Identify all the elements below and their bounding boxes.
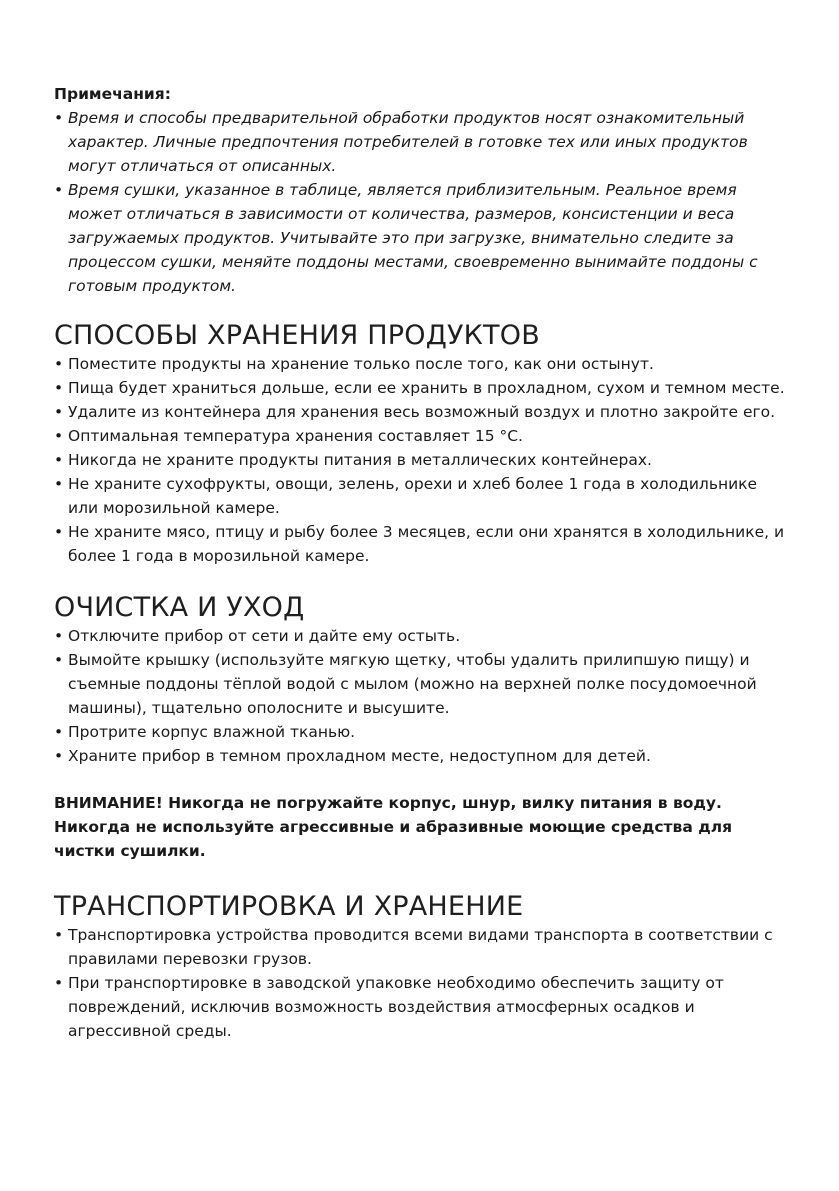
storage-section — [54, 320, 789, 568]
warning-text: ВНИМАНИЕ! Никогда не погружайте корпус, шнур, вилку питания в воду. Никогда не используйте агрессивные и абразивные моющие средства для чистки сушилки. — [54, 794, 733, 860]
storage-item: • Удалите из контейнера для хранения весь возможный воздух и плотно закройте его. — [54, 400, 789, 424]
transport-item: • Транспортировка устройства проводится всеми видами транспорта в соответствии с правилами перевозки грузов. — [54, 923, 789, 971]
cleaning-heading: ОЧИСТКА И УХОД — [54, 592, 305, 623]
storage-item: • Никогда не храните продукты питания в металлических контейнерах. — [54, 448, 789, 472]
storage-item: • Не храните мясо, птицу и рыбу более 3 месяцев, если они хранятся в холодильнике, и более 1 года в морозильной камере. — [54, 520, 789, 568]
storage-list — [54, 352, 789, 568]
storage-item: • Оптимальная температура хранения составляет 15 °С. — [54, 424, 789, 448]
transport-heading: ТРАНСПОРТИРОВКА И ХРАНЕНИЕ — [54, 891, 524, 922]
storage-item: • Поместите продукты на хранение только после того, как они остынут. — [54, 352, 789, 376]
notes-list — [54, 106, 789, 298]
cleaning-list — [54, 624, 789, 768]
storage-item: • Не храните сухофрукты, овощи, зелень, орехи и хлеб более 1 года в холодильнике или морозильной камере. — [54, 472, 789, 520]
transport-item: • При транспортировке в заводской упаковке необходимо обеспечить защиту от повреждений, исключив возможность воздействия атмосферных осадков и агрессивной среды. — [54, 971, 789, 1043]
storage-item: • Пища будет храниться дольше, если ее хранить в прохладном, сухом и темном месте. — [54, 376, 789, 400]
note-item: • Время и способы предварительной обработки продуктов носят ознакомительный характер. Личные предпочтения потребителей в готовке тех или иных продуктов могут отличаться от описанных. — [54, 106, 789, 178]
storage-heading: СПОСОБЫ ХРАНЕНИЯ ПРОДУКТОВ — [54, 320, 540, 351]
cleaning-item: • Протрите корпус влажной тканью. — [54, 720, 789, 744]
cleaning-item: • Отключите прибор от сети и дайте ему остыть. — [54, 624, 789, 648]
cleaning-section — [54, 592, 789, 863]
notes-title: Примечания: — [54, 85, 171, 103]
note-item: • Время сушки, указанное в таблице, является приблизительным. Реальное время может отличаться в зависимости от количества, размеров, консистенции и веса загружаемых продуктов. Учитывайте это при загрузке, внимательно следите за процессом сушки, меняйте поддоны местами, своевременно вынимайте поддоны с готовым продуктом. — [54, 178, 789, 298]
cleaning-item: • Вымойте крышку (используйте мягкую щетку, чтобы удалить прилипшую пищу) и съемные поддоны тёплой водой с мылом (можно на верхней полке посудомоечной машины), тщательно ополосните и высушите. — [54, 648, 789, 720]
transport-section — [54, 891, 789, 1043]
cleaning-item: • Храните прибор в темном прохладном месте, недоступном для детей. — [54, 744, 789, 768]
notes-section — [54, 82, 789, 298]
transport-list — [54, 923, 789, 1043]
